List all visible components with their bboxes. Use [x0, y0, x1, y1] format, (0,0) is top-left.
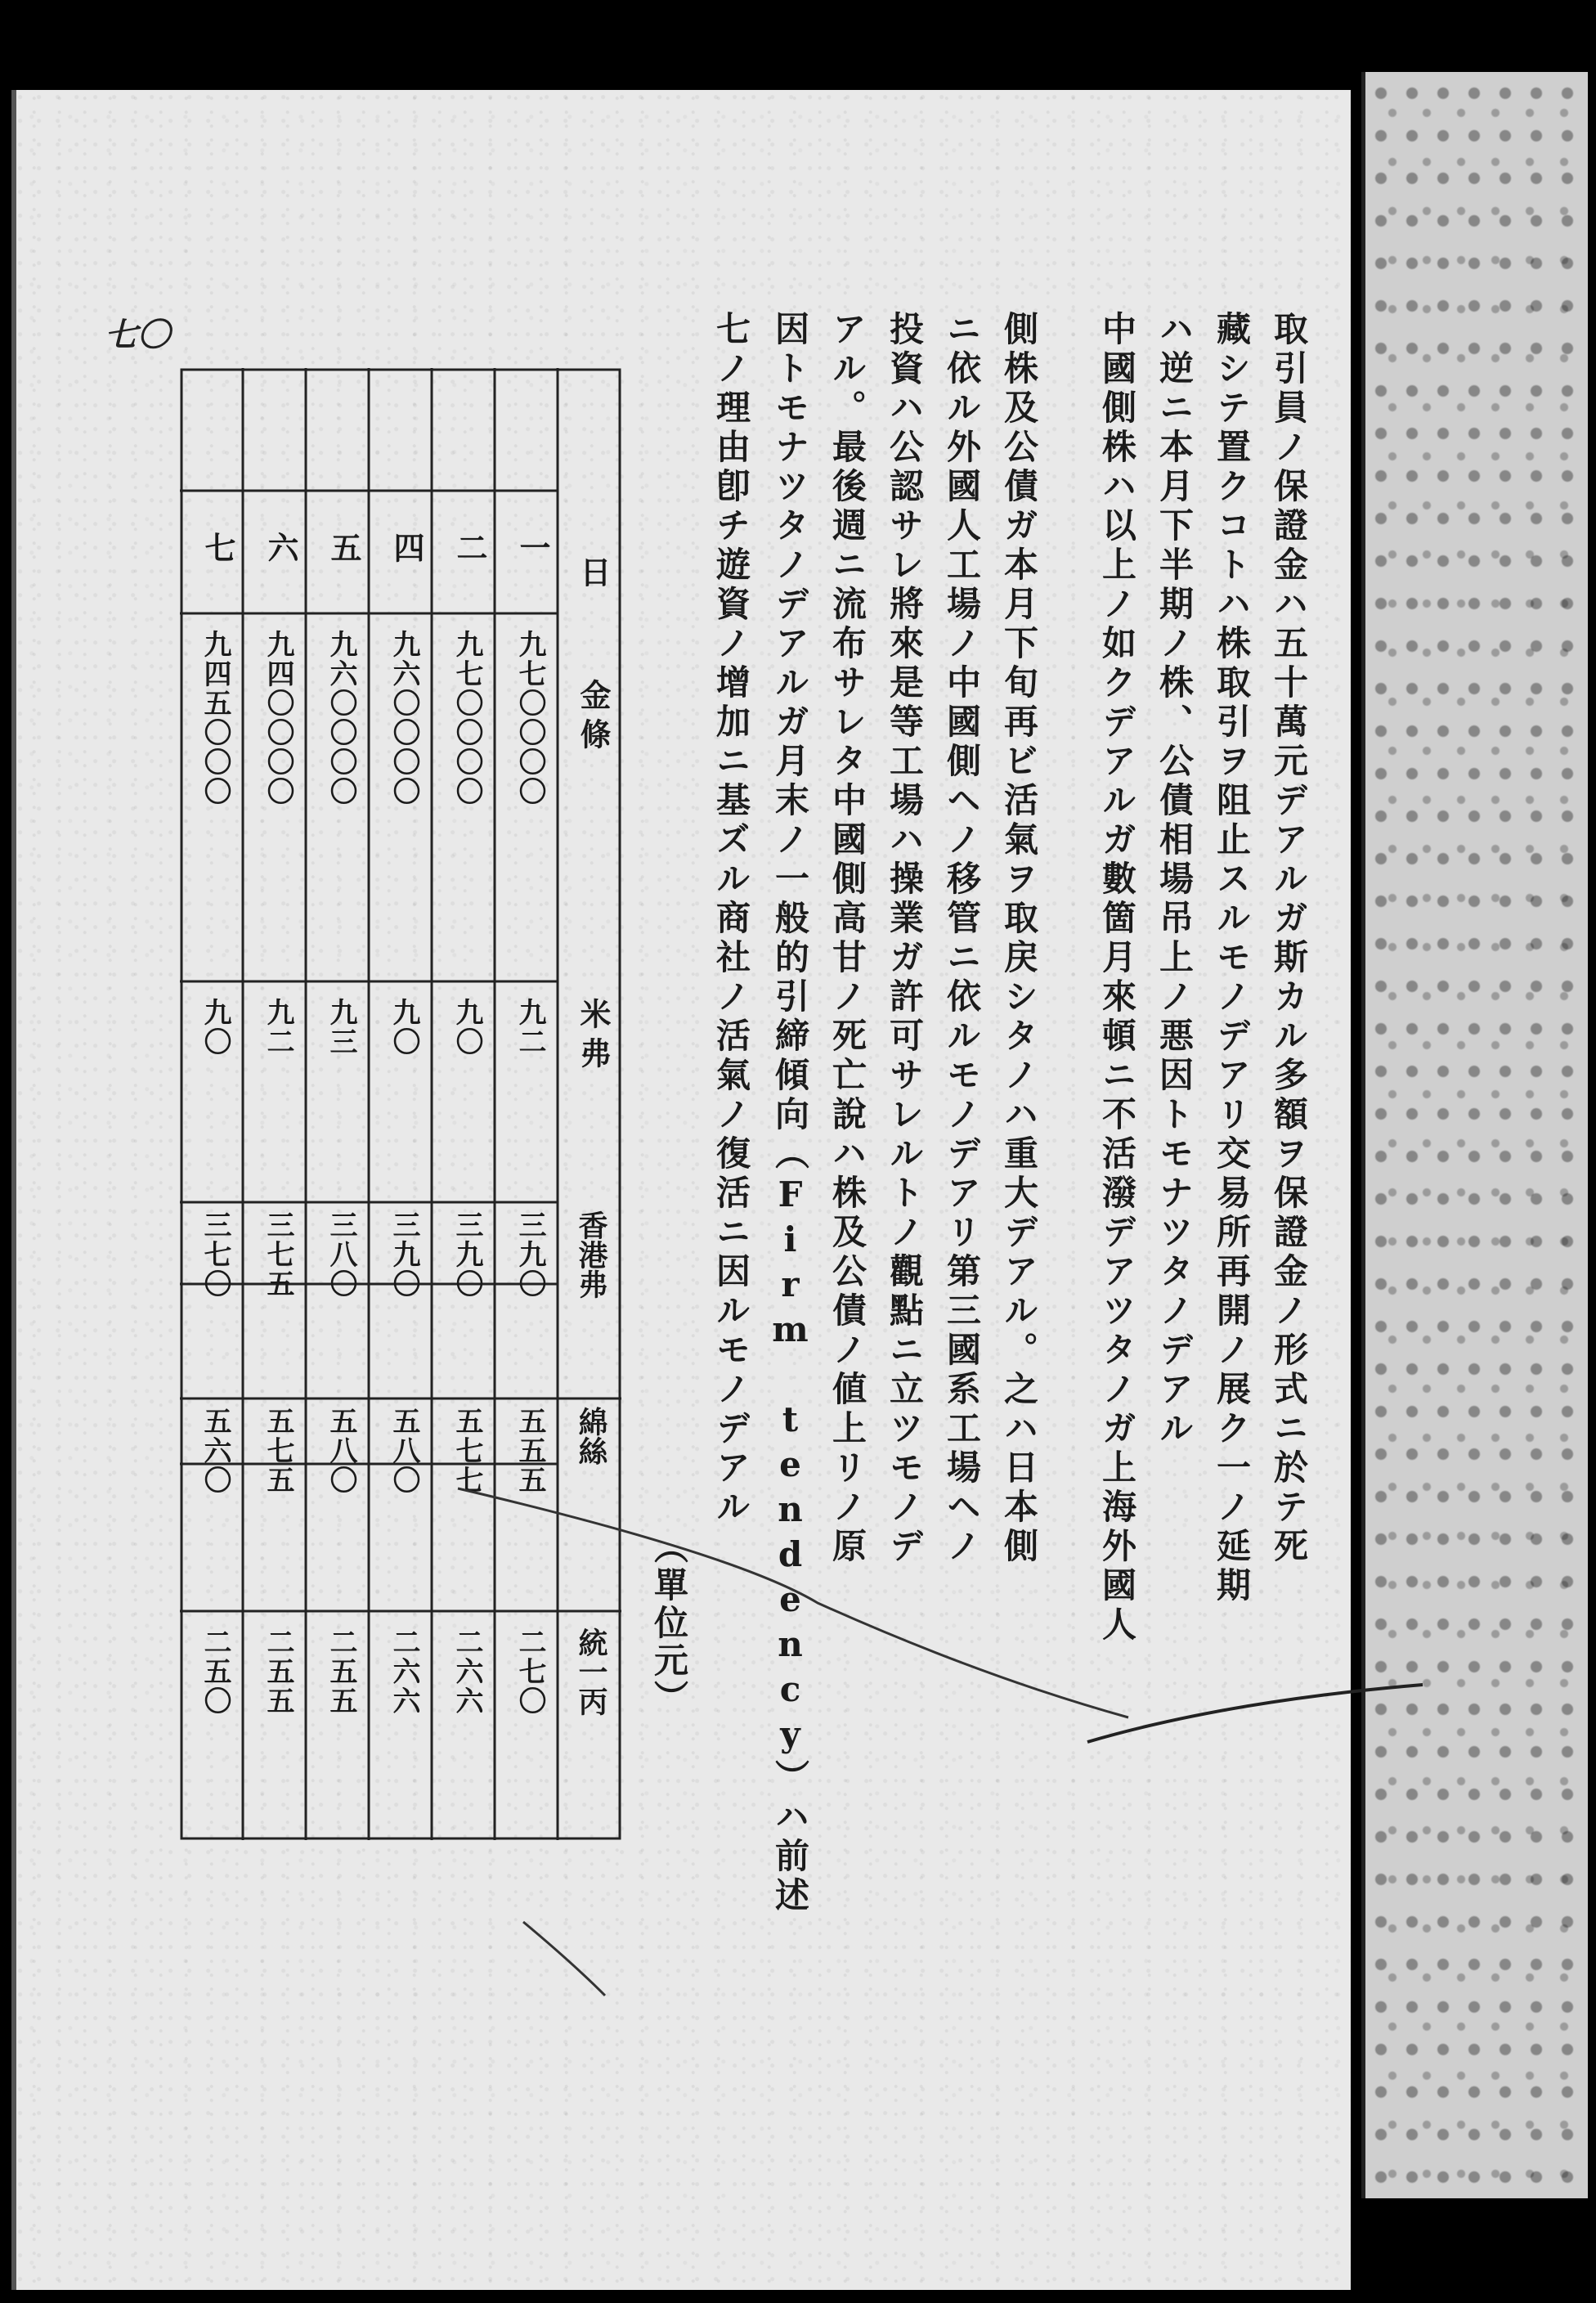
table-cell-gold: 九六〇〇〇〇 [325, 630, 357, 806]
body-column-6: ニ依ル外國人工場ノ中國側ヘノ移管ニ依ルモノデアリ第三國系工場ヘノ [942, 311, 982, 1567]
body-column-3: ハ逆ニ本月下半期ノ株、公債相場吊上ノ悪因トモナツタノデアル [1154, 311, 1195, 1449]
page-number: 七〇 [105, 316, 170, 354]
table-cell-hkd: 三八〇 [325, 1210, 357, 1299]
table-cell-usd: 九三 [325, 998, 357, 1057]
table-cell-hkd: 三七五 [262, 1210, 294, 1299]
body-column-9: 因トモナツタノデアルガ月末ノ一般的引締傾向（Firm tendency）ハ前述 [770, 311, 810, 1916]
table-cell-yarn: 五五五 [513, 1407, 546, 1495]
table-cell-gold: 九七〇〇〇〇 [513, 630, 546, 806]
table-cell-yarn: 五七五 [262, 1407, 294, 1495]
table-cell-day: 二 [451, 532, 488, 571]
body-column-1: 取引員ノ保證金ハ五十萬元デアルガ斯カル多額ヲ保證金ノ形式ニ於テ死 [1269, 311, 1309, 1567]
body-column-4: 中國側株ハ以上ノ如クデアルガ數箇月來頓ニ不活潑デアツタノガ上海外國人 [1097, 311, 1137, 1645]
table-grid [180, 368, 621, 1840]
table-cell-yarn: 五八〇 [325, 1407, 357, 1495]
table-cell-yarn: 五八〇 [388, 1407, 420, 1495]
header-yarn: 綿絲 [574, 1407, 608, 1466]
body-column-2: 藏シテ置クコトハ株取引ヲ阻止スルモノデアリ交易所再開ノ展ク一ノ延期 [1212, 311, 1252, 1606]
header-usd: 米弗 [575, 998, 612, 1076]
table-cell-yarn: 五七七 [451, 1407, 483, 1495]
table-cell-yarn-price: 二六六 [451, 1627, 483, 1716]
table-cell-hkd: 三九〇 [388, 1210, 420, 1299]
table-cell-hkd: 三七〇 [199, 1210, 231, 1299]
table-cell-usd: 九〇 [199, 998, 231, 1057]
table-cell-gold: 九六〇〇〇〇 [388, 630, 420, 806]
table-cell-hkd: 三九〇 [513, 1210, 546, 1299]
header-hkd: 香港弗 [574, 1210, 608, 1299]
header-date: 日 [575, 556, 612, 595]
table-cell-yarn-price: 二五五 [325, 1627, 357, 1716]
header-gold: 金條 [575, 679, 612, 757]
table-cell-gold: 九四五〇〇〇 [199, 630, 231, 806]
table-cell-day: 一 [514, 532, 551, 571]
table-cell-gold: 九四〇〇〇〇 [262, 630, 294, 806]
table-cell-yarn-price: 二五五 [262, 1627, 294, 1716]
table-cell-day: 七 [200, 532, 236, 571]
table-cell-gold: 九七〇〇〇〇 [451, 630, 483, 806]
body-column-10: 七ノ理由卽チ遊資ノ增加ニ基ズル商社ノ活氣ノ復活ニ因ルモノデアル [711, 311, 751, 1528]
body-column-7: 投資ハ公認サレ將來是等工場ハ操業ガ許可サレルトノ觀點ニ立ツモノデ [885, 311, 925, 1567]
table-cell-usd: 九〇 [451, 998, 483, 1057]
table-cell-day: 六 [262, 532, 299, 571]
price-table [180, 368, 621, 1840]
table-cell-usd: 九二 [513, 998, 546, 1057]
table-cell-day: 五 [325, 532, 362, 571]
table-cell-yarn: 五六〇 [199, 1407, 231, 1495]
table-cell-hkd: 三九〇 [451, 1210, 483, 1299]
table-cell-day: 四 [388, 532, 425, 571]
table-cell-usd: 九〇 [388, 998, 420, 1057]
table-cell-usd: 九二 [262, 998, 294, 1057]
table-cell-yarn-price: 二六六 [388, 1627, 420, 1716]
adjacent-page-strip [1361, 72, 1588, 2198]
table-cell-yarn-price: 二五〇 [199, 1627, 231, 1716]
table-unit-label: （單位元） [649, 1529, 689, 1717]
body-column-8: アル。最後週ニ流布サレタ中國側高甘ノ死亡說ハ株及公債ノ値上リノ原 [827, 311, 867, 1567]
body-column-5: 側株及公債ガ本月下旬再ビ活氣ヲ取戻シタノハ重大デアル。之ハ日本側 [999, 311, 1039, 1567]
header-yarn-unit: 統一丙 [574, 1627, 608, 1716]
table-cell-yarn-price: 二七〇 [513, 1627, 546, 1716]
